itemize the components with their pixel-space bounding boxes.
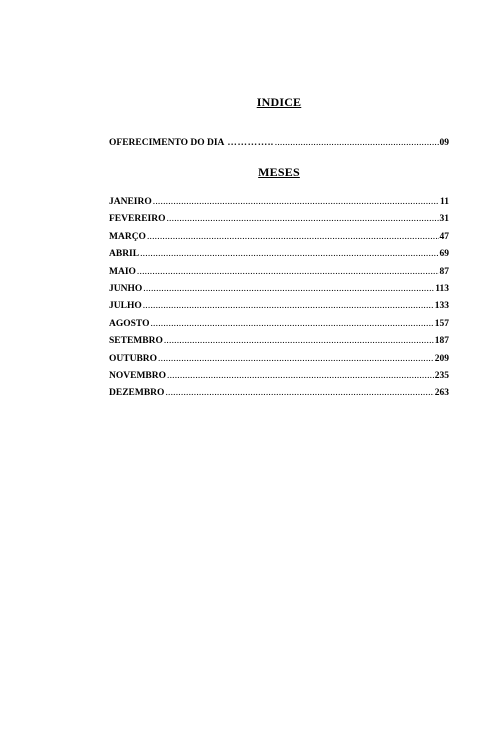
month-page-number: 133	[434, 301, 449, 312]
month-label: OUTUBRO	[109, 353, 158, 364]
meses-heading: MESES	[258, 165, 300, 179]
indice-heading: INDICE	[256, 95, 302, 109]
toc-entry-leader: …………..	[227, 138, 274, 148]
dot-leader	[143, 300, 434, 312]
dot-leader	[158, 353, 434, 365]
toc-entry-month	[109, 300, 449, 312]
month-label: MAIO	[109, 266, 136, 277]
toc-entry-month	[109, 370, 449, 382]
toc-entry-label: OFERECIMENTO DO DIA	[109, 138, 225, 148]
month-page-number: 157	[434, 318, 449, 329]
month-label: JANEIRO	[109, 197, 152, 207]
month-label: JULHO	[109, 301, 142, 312]
toc-entry-month	[109, 318, 449, 330]
month-page-number: 263	[434, 388, 449, 399]
toc-entry-month	[109, 196, 449, 208]
toc-entry-page: 09	[439, 138, 449, 148]
month-label: DEZEMBRO	[109, 388, 165, 399]
month-page-number: 11	[440, 197, 449, 207]
toc-entry-month	[109, 231, 449, 243]
dot-leader	[147, 231, 439, 243]
toc-entry-month	[109, 335, 449, 347]
month-page-number: 87	[439, 266, 449, 277]
month-label: SETEMBRO	[109, 336, 163, 347]
dot-leader	[150, 318, 433, 330]
dot-leader	[153, 196, 439, 208]
month-label: JUNHO	[109, 284, 143, 294]
month-page-number: 187	[434, 336, 449, 347]
month-page-number: 113	[435, 284, 449, 294]
month-page-number: 31	[439, 214, 449, 225]
month-label: MARÇO	[109, 231, 146, 242]
toc-entry-month	[109, 213, 449, 225]
dot-leader	[140, 248, 438, 260]
month-label: ABRIL	[109, 249, 140, 260]
month-page-number: 235	[434, 371, 449, 381]
toc-entry-month	[109, 387, 449, 399]
dot-leader	[167, 370, 434, 382]
dot-leader	[164, 335, 434, 347]
dot-leader	[166, 213, 438, 225]
toc-entry-month	[109, 353, 449, 365]
month-page-number: 47	[439, 231, 449, 242]
dot-leader	[143, 283, 434, 295]
dot-leader	[137, 266, 439, 278]
month-label: NOVEMBRO	[109, 371, 166, 381]
toc-entry-month	[109, 248, 449, 260]
month-label: FEVEREIRO	[109, 214, 166, 225]
dot-leader	[165, 387, 433, 399]
month-page-number: 209	[434, 353, 449, 364]
month-label: AGOSTO	[109, 318, 150, 329]
month-page-number: 69	[439, 249, 449, 260]
toc-entry-month	[109, 266, 449, 278]
toc-entry-month	[109, 283, 449, 295]
